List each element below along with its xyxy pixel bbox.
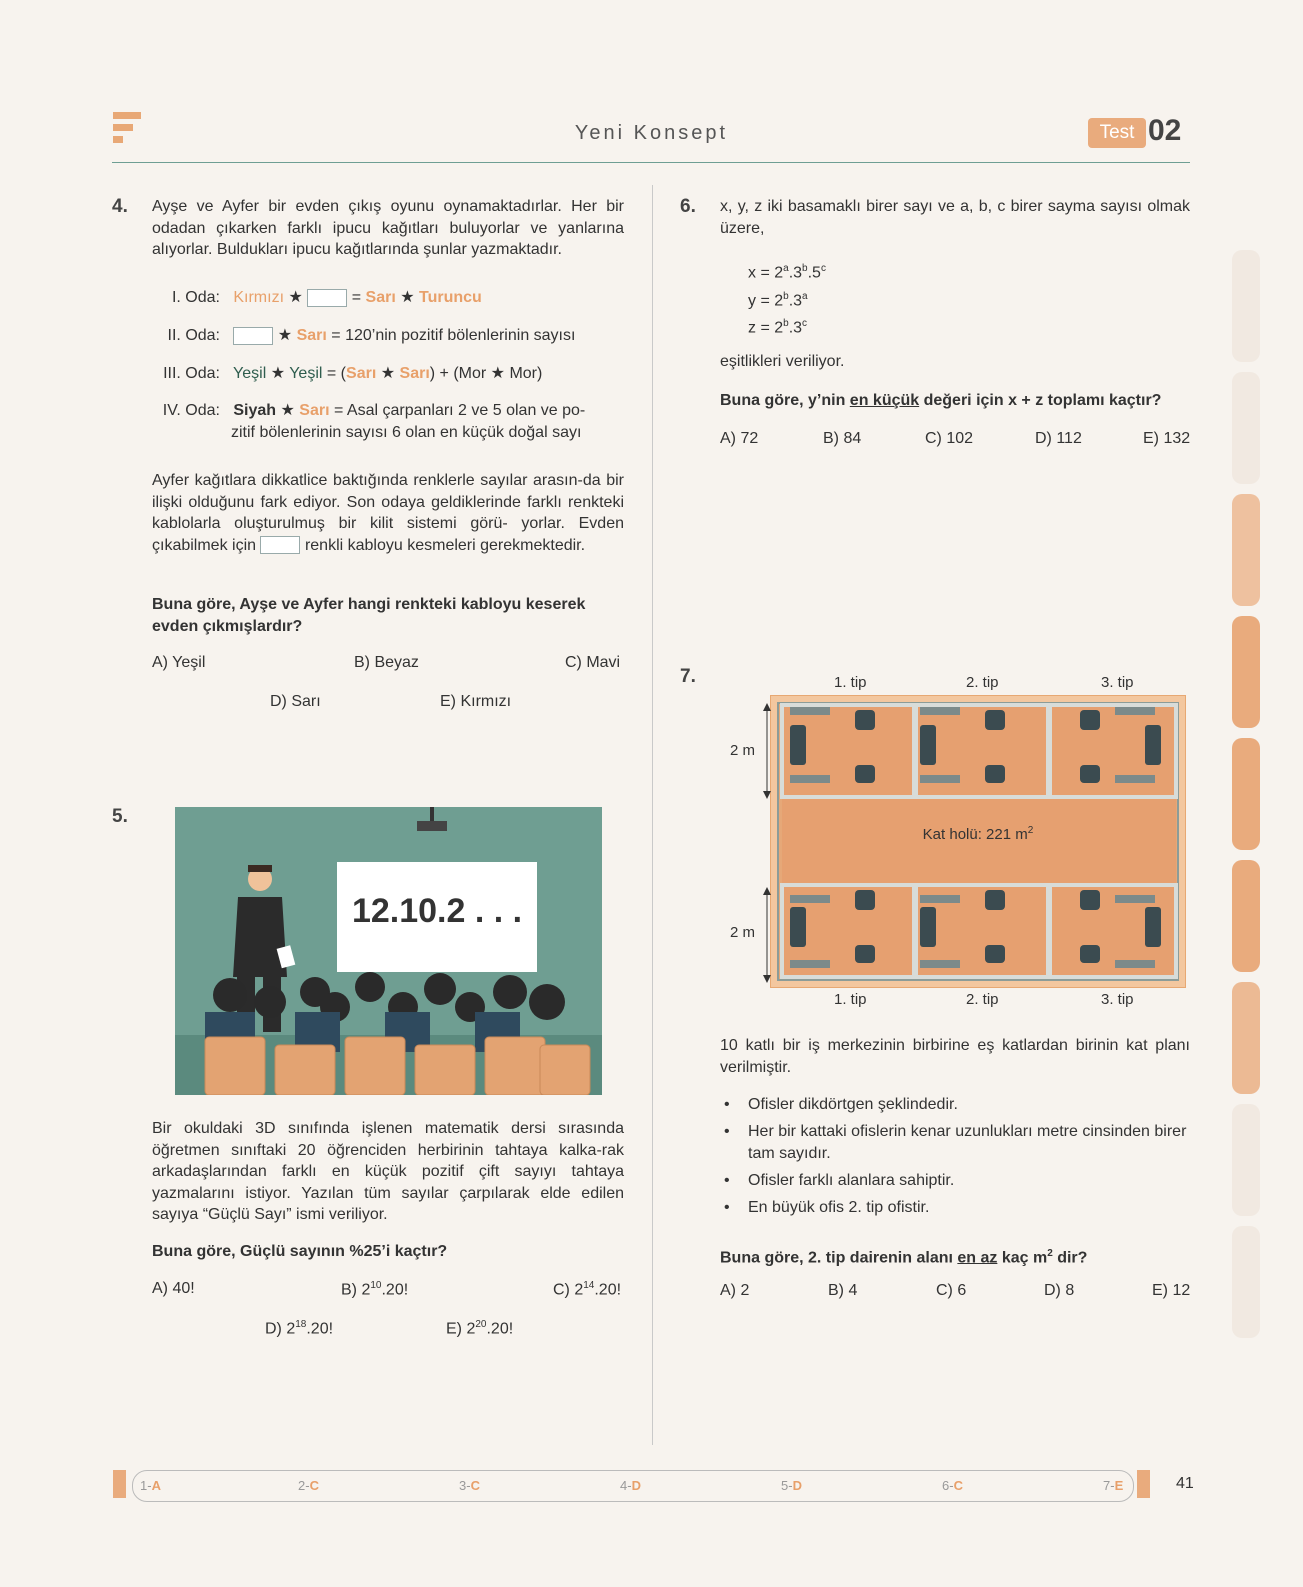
color-word: Yeşil <box>289 365 323 382</box>
q5-option-a[interactable]: A) 40! <box>152 1280 195 1297</box>
q5-number: 5. <box>112 806 128 827</box>
edge-tab <box>1232 860 1260 972</box>
answer-7: 7-E <box>1103 1478 1124 1493</box>
q5-question: Buna göre, Güçlü sayının %25’i kaçtır? <box>152 1243 448 1260</box>
q4-intro: Ayşe ve Ayfer bir evden çıkış oyunu oynamaktadırlar. Her bir odadan çıkarken farklı ipucu kağıtları buluyorlar ve yanlarına alıyorlar. Buldukları ipucu kağıtlarında şunlar yazmaktadır. <box>152 198 624 258</box>
q4-paragraph: Ayfer kağıtlara dikkatlice baktığında renklerle sayılar arasın-da bir ilişki olduğunu fark ediyor. Son odaya geldiklerinde farklı renkteki kablolarla oluşturulmuş bir kilit sistemi görü- yorlar. Evden çıkabilmek için renkli kabloyu kesmeleri gerekmektedir. <box>152 472 625 554</box>
edge-tab <box>1232 738 1260 850</box>
room-label: IV. Oda: <box>162 402 220 419</box>
q6-y-eq: $y = 2^b.3^a$ <box>748 291 808 310</box>
room-label: III. Oda: <box>163 365 220 382</box>
edge-tab <box>1232 1226 1260 1338</box>
board-text: 12.10.2 . . . <box>351 892 523 930</box>
q4-room-4: IV. Oda: Siyah ★ Sarı = Asal çarpanları 2 ve 5 olan ve po- <box>152 400 624 422</box>
color-word: Kırmızı <box>233 289 285 306</box>
classroom-illustration <box>175 807 602 1095</box>
dim-label-bottom: 2 m <box>730 924 756 941</box>
blank-box <box>260 536 300 554</box>
q4-option-a[interactable]: A) Yeşil <box>152 654 206 671</box>
q5-option-e[interactable]: E) $2^{20}.20$! <box>446 1319 514 1338</box>
q6-option-a[interactable]: A) 72 <box>720 430 759 447</box>
q6-option-c[interactable]: C) 102 <box>925 430 974 447</box>
floor-plan <box>770 695 1186 988</box>
q6-option-b[interactable]: B) 84 <box>823 430 862 447</box>
star-icon: ★ <box>288 289 303 306</box>
q4-option-b[interactable]: B) Beyaz <box>354 654 419 671</box>
edge-tab <box>1232 616 1260 728</box>
color-word: Sarı <box>346 365 377 382</box>
dim-arrow-top <box>762 703 772 799</box>
dim-arrow-bottom <box>762 887 772 983</box>
q4-room-1: I. Oda: Kırmızı ★ = Sarı ★ Turuncu <box>152 287 624 309</box>
color-word: Sarı <box>299 402 330 419</box>
room-label: I. Oda: <box>171 289 220 306</box>
star-icon: ★ <box>277 327 293 344</box>
answer-1: 1-A <box>140 1478 161 1493</box>
answer-4: 4-D <box>620 1478 641 1493</box>
q7-bullet-3: • Ofisler farklı alanlara sahiptir. <box>748 1170 1190 1192</box>
top-label-1: 1. tip <box>834 674 867 691</box>
bottom-label-1: 1. tip <box>834 991 867 1008</box>
q7-number: 7. <box>680 666 696 687</box>
q7-option-e[interactable]: E) 12 <box>1152 1282 1191 1299</box>
hall-label: Kat holü: 221 $m^2$ <box>922 825 1034 843</box>
q4-room-3: III. Oda: Yeşil ★ Yeşil = (Sarı ★ Sarı) + (Mor ★ Mor) <box>152 363 624 385</box>
answer-6: 6-C <box>942 1478 963 1493</box>
color-word: Siyah <box>233 402 277 419</box>
column-divider <box>652 185 653 1445</box>
star-icon: ★ <box>280 402 295 419</box>
q7-option-b[interactable]: B) 4 <box>828 1282 858 1299</box>
star-icon: ★ <box>270 365 286 382</box>
q5-text: Bir okuldaki 3D sınıfında işlenen matematik dersi sırasında öğretmen sınıftaki 20 öğrenciden herbirinin tahtaya kalka-rak arkadaşlarından farklı en küçük pozitif çift sayıyı tahtaya yazmalarını istiyor. Yazılan tüm sayılar çarpılarak elde edilen sayıya “Güçlü Sayı” ismi veriliyor. <box>152 1120 624 1223</box>
blank-box <box>307 289 347 307</box>
answer-2: 2-C <box>298 1478 319 1493</box>
q4-option-d[interactable]: D) Sarı <box>270 693 321 710</box>
q6-number: 6. <box>680 196 696 217</box>
answer-bar-left-cap <box>113 1470 126 1498</box>
q6-after: eşitlikleri veriliyor. <box>720 353 845 370</box>
q4-option-e[interactable]: E) Kırmızı <box>440 693 512 710</box>
q7-intro: 10 katlı bir iş merkezinin birbirine eş katlardan birinin kat planı verilmiştir. <box>720 1037 1190 1076</box>
star-icon: ★ <box>380 365 396 382</box>
q6-intro: x, y, z iki basamaklı birer sayı ve a, b, c birer sayma sayısı olmak üzere, <box>720 198 1190 237</box>
q5-option-d[interactable]: D) $2^{18}.20$! <box>265 1319 334 1338</box>
q6-option-e[interactable]: E) 132 <box>1143 430 1191 447</box>
q5-option-b[interactable]: B) $2^{10}.20$! <box>341 1280 409 1299</box>
test-number: 02 <box>1148 114 1182 147</box>
q7-question: Buna göre, 2. tip dairenin alanı en az kaç $m^2$ dir? <box>720 1248 1088 1267</box>
star-icon: ★ <box>400 289 415 306</box>
edge-tab <box>1232 372 1260 484</box>
q6-x-eq: $x = 2^a.3^b.5^c$ <box>748 263 826 282</box>
q4-room-2: II. Oda: ★ Sarı = 120’nin pozitif bölenlerinin sayısı <box>152 325 624 347</box>
color-word: Sarı <box>296 327 327 344</box>
color-word: Sarı <box>399 365 430 382</box>
color-word: Sarı <box>365 289 396 306</box>
q4-number: 4. <box>112 196 128 217</box>
bottom-label-3: 3. tip <box>1101 991 1134 1008</box>
q6-z-eq: $z = 2^b.3^c$ <box>748 318 808 337</box>
blank-box <box>233 327 273 345</box>
edge-tab <box>1232 494 1260 606</box>
header-divider <box>112 162 1190 163</box>
test-badge: Test <box>1088 118 1146 148</box>
bottom-label-2: 2. tip <box>966 991 999 1008</box>
q7-option-a[interactable]: A) 2 <box>720 1282 750 1299</box>
q5-option-c[interactable]: C) $2^{14}.20$! <box>553 1280 622 1299</box>
page-number: 41 <box>1176 1475 1194 1492</box>
answer-5: 5-D <box>781 1478 802 1493</box>
color-word: Turuncu <box>419 289 482 306</box>
top-label-2: 2. tip <box>966 674 999 691</box>
q4-room-4-cont: zitif bölenlerinin sayısı 6 olan en küçük doğal sayı <box>231 424 582 441</box>
q7-option-c[interactable]: C) 6 <box>936 1282 967 1299</box>
answer-3: 3-C <box>459 1478 480 1493</box>
q7-bullet-2: • Her bir kattaki ofislerin kenar uzunlukları metre cinsinden birer tam sayıdır. <box>748 1121 1190 1164</box>
q7-bullet-1: • Ofisler dikdörtgen şeklindedir. <box>748 1094 1190 1116</box>
q4-question: Buna göre, Ayşe ve Ayfer hangi renkteki kabloyu keserek evden çıkmışlardır? <box>152 596 586 635</box>
q7-option-d[interactable]: D) 8 <box>1044 1282 1075 1299</box>
room-label: II. Oda: <box>167 327 220 344</box>
page-header-title: Yeni Konsept <box>574 122 729 144</box>
answer-bar-right-cap <box>1137 1470 1150 1498</box>
q6-question: Buna göre, y’nin en küçük değeri için x + z toplamı kaçtır? <box>720 392 1162 409</box>
q7-bullet-4: • En büyük ofis 2. tip ofistir. <box>748 1197 1190 1219</box>
q4-option-c[interactable]: C) Mavi <box>565 654 621 671</box>
edge-tab <box>1232 250 1260 362</box>
q6-option-d[interactable]: D) 112 <box>1035 430 1082 447</box>
edge-tab <box>1232 982 1260 1094</box>
edge-tab <box>1232 1104 1260 1216</box>
color-word: Yeşil <box>233 365 267 382</box>
top-label-3: 3. tip <box>1101 674 1134 691</box>
dim-label-top: 2 m <box>730 742 756 759</box>
